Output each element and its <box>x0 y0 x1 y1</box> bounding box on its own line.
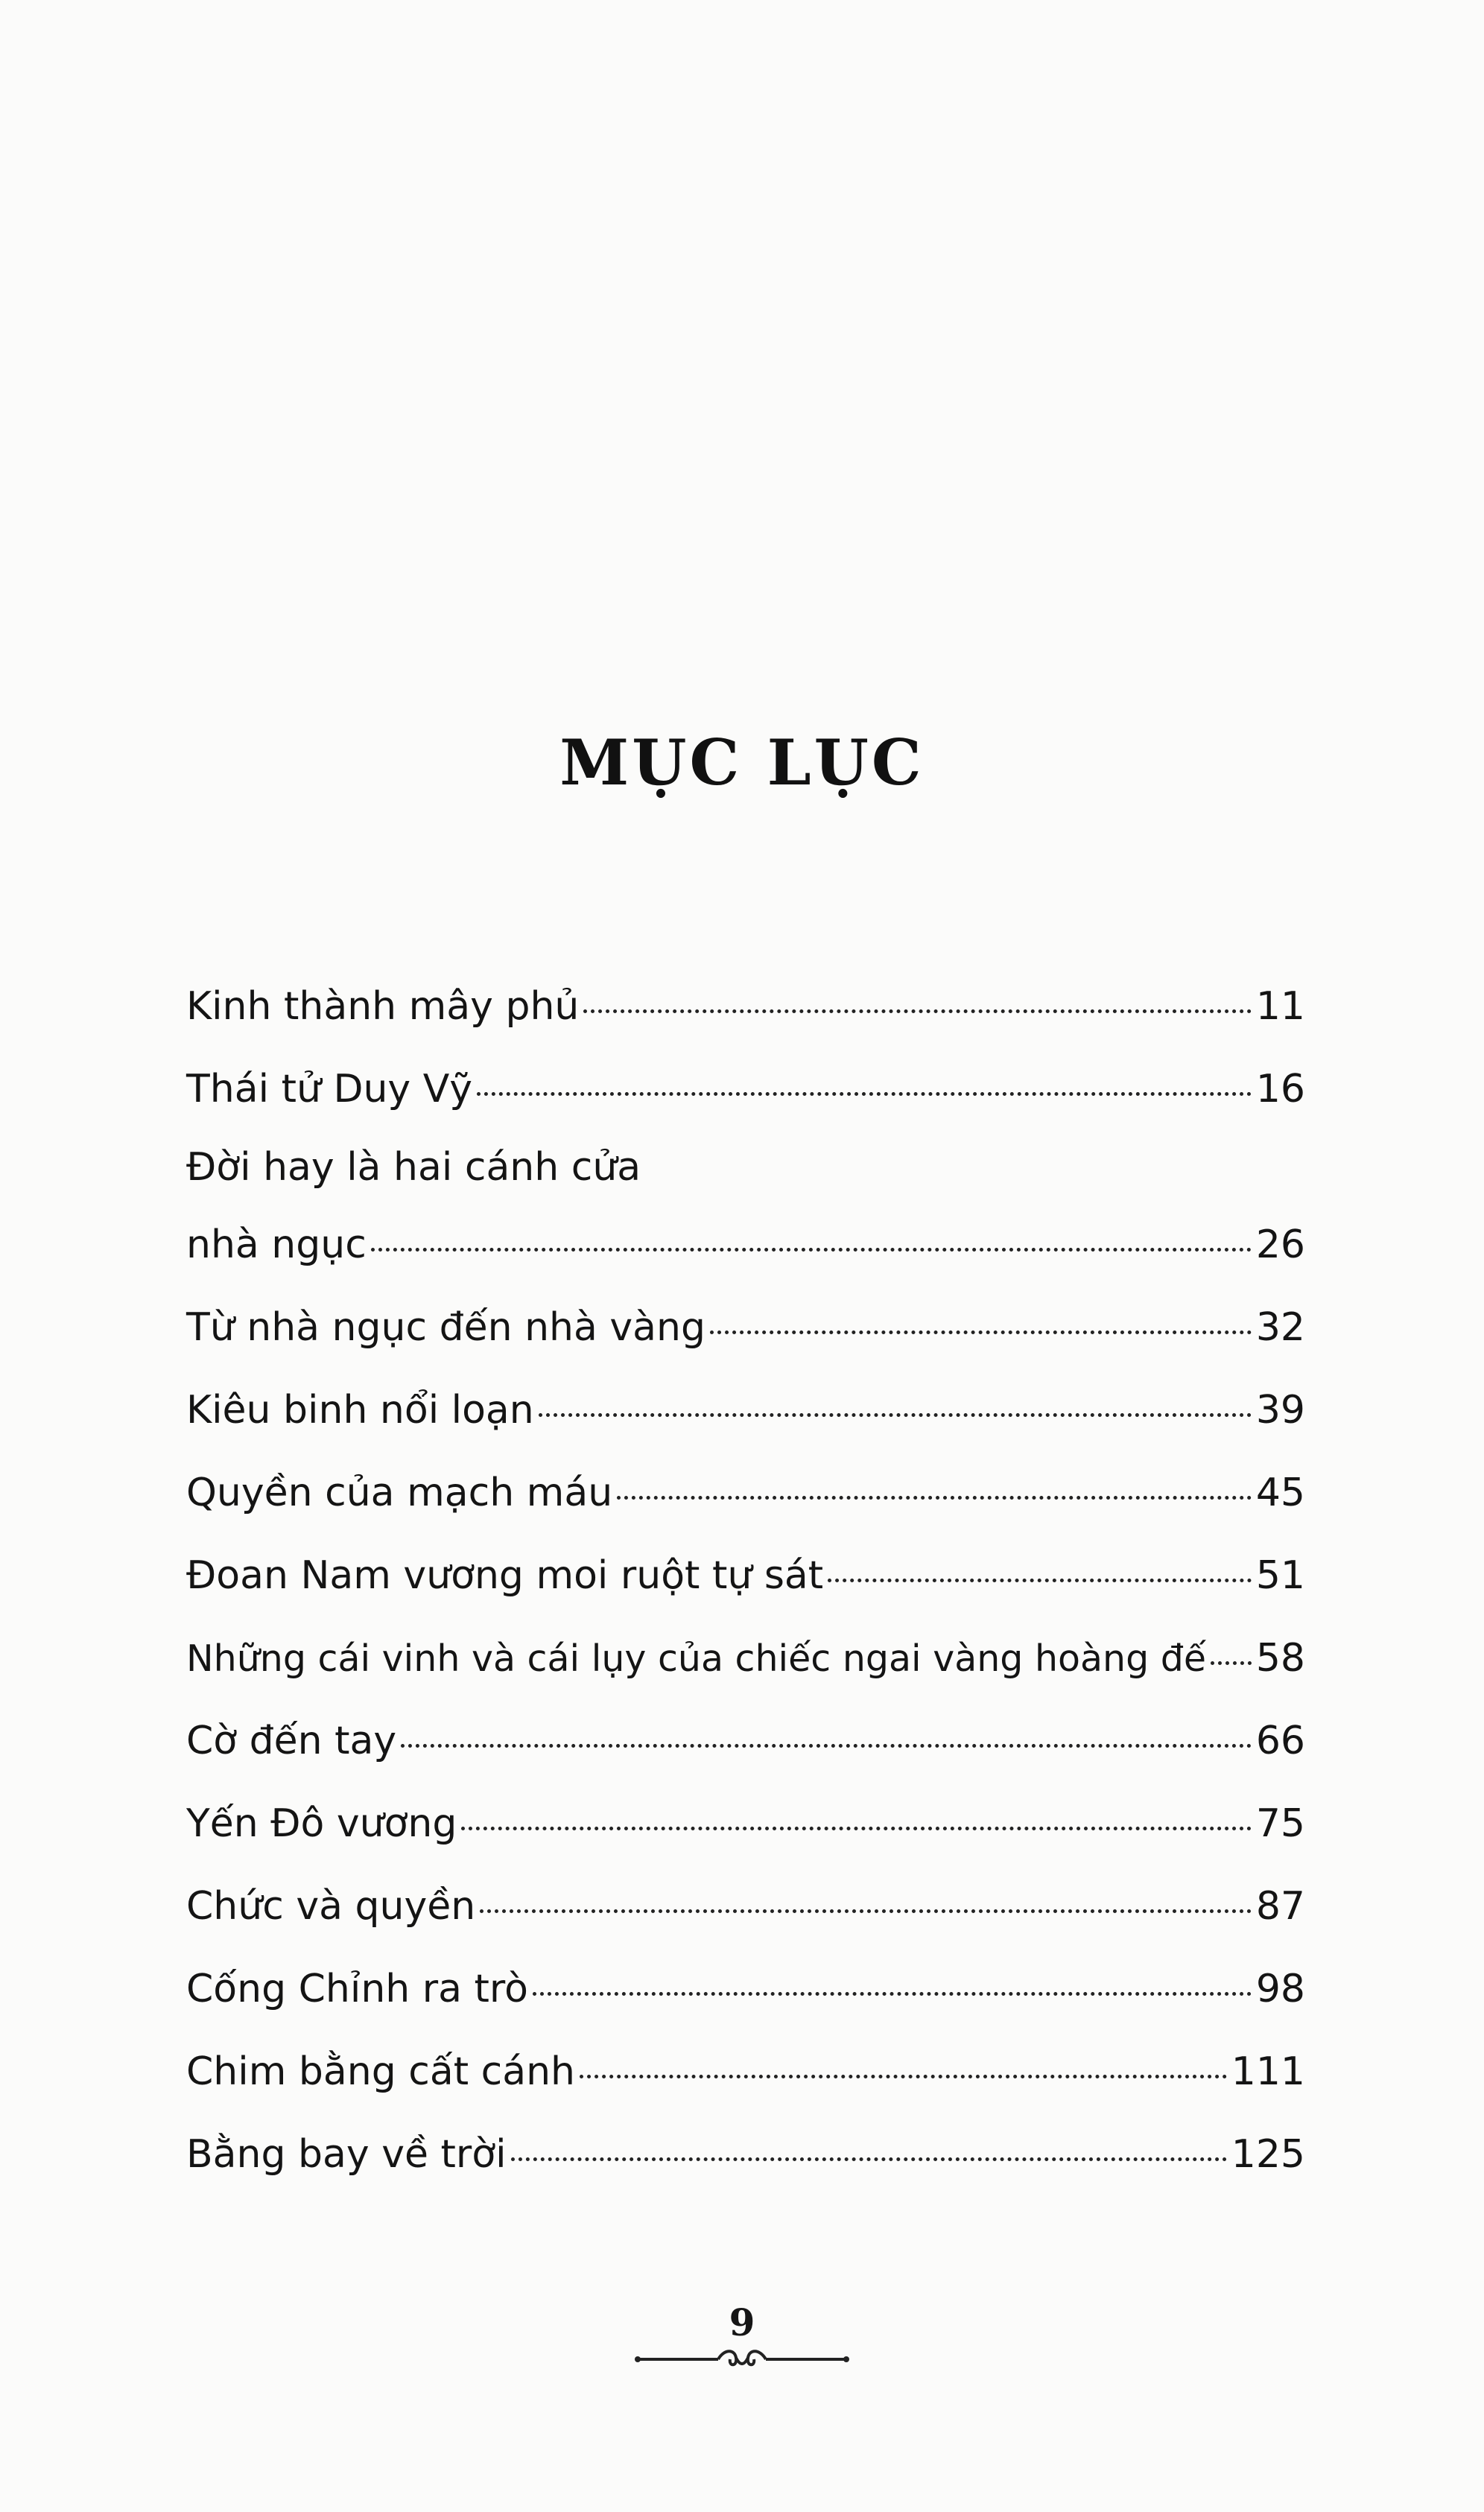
dot-leader <box>710 1328 1252 1334</box>
page-title: MỤC LỤC <box>559 726 925 800</box>
toc-entry-title: Bằng bay về trời <box>186 2132 507 2177</box>
dot-leader <box>477 1089 1252 1096</box>
toc-entry-page: 16 <box>1255 1067 1305 1111</box>
toc-entry-title: nhà ngục <box>186 1222 367 1267</box>
toc-entry-page: 111 <box>1231 2049 1305 2094</box>
toc-entry-title: Chức và quyền <box>186 1884 476 1929</box>
toc-entry <box>186 1048 1305 1131</box>
toc-entry <box>186 1865 1305 1948</box>
dot-leader <box>580 2072 1227 2078</box>
dot-leader <box>461 1824 1251 1830</box>
dot-leader <box>371 1245 1252 1252</box>
toc-entry-page: 45 <box>1255 1471 1305 1515</box>
toc-entry-title: Cờ đến tay <box>186 1719 397 1763</box>
toc-entry <box>186 1131 1305 1287</box>
toc-entry-title: Từ nhà ngục đến nhà vàng <box>186 1305 705 1350</box>
flourish-divider-icon <box>630 2344 854 2374</box>
toc-entry-title: Cống Chỉnh ra trò <box>186 1967 528 2011</box>
toc-entry <box>186 1700 1305 1783</box>
toc-entry <box>186 965 1305 1048</box>
table-of-contents <box>186 965 1305 2196</box>
dot-leader <box>533 1989 1252 1996</box>
toc-entry <box>186 1783 1305 1865</box>
toc-entry-title: Thái tử Duy Vỹ <box>186 1067 473 1111</box>
toc-entry-title: Chim bằng cất cánh <box>186 2049 576 2094</box>
toc-entry <box>186 1948 1305 2031</box>
toc-entry-page: 39 <box>1255 1388 1305 1433</box>
toc-entry-title: Kinh thành mây phủ <box>186 984 580 1029</box>
dot-leader <box>401 1741 1252 1748</box>
dot-leader <box>583 1006 1251 1013</box>
toc-entry-page: 98 <box>1255 1967 1305 2011</box>
toc-entry-page: 51 <box>1255 1553 1305 1598</box>
page-number: 9 <box>729 2300 755 2344</box>
dot-leader <box>539 1410 1252 1417</box>
dot-leader <box>617 1493 1252 1500</box>
toc-entry-page: 87 <box>1255 1884 1305 1929</box>
toc-entry-page: 58 <box>1255 1636 1305 1681</box>
toc-entry-page: 11 <box>1255 984 1305 1029</box>
dot-leader <box>480 1906 1252 1913</box>
toc-entry-page: 66 <box>1255 1719 1305 1763</box>
toc-entry <box>186 2031 1305 2113</box>
dot-leader <box>828 1576 1252 1582</box>
toc-entry-page: 125 <box>1231 2132 1305 2177</box>
toc-entry <box>186 2113 1305 2196</box>
dot-leader <box>1211 1658 1252 1665</box>
toc-entry-title: Đoan Nam vương moi ruột tự sát <box>186 1553 824 1598</box>
toc-entry-title: Quyền của mạch máu <box>186 1471 613 1515</box>
toc-entry-page: 75 <box>1255 1801 1305 1846</box>
page-footer <box>0 2300 1484 2374</box>
toc-entry <box>186 1369 1305 1452</box>
toc-entry-page: 32 <box>1255 1305 1305 1350</box>
toc-entry <box>186 1452 1305 1535</box>
toc-entry-title: Yến Đô vương <box>186 1801 457 1846</box>
toc-entry-title: Kiêu binh nổi loạn <box>186 1388 534 1433</box>
toc-entry <box>186 1617 1305 1700</box>
dot-leader <box>511 2154 1227 2161</box>
toc-entry-title: Những cái vinh và cái lụy của chiếc ngai vàng hoàng đế <box>186 1637 1207 1680</box>
toc-entry <box>186 1287 1305 1369</box>
toc-entry-title-line1: Đời hay là hai cánh cửa <box>186 1145 641 1190</box>
toc-entry <box>186 1535 1305 1617</box>
toc-entry-page: 26 <box>1255 1222 1305 1267</box>
